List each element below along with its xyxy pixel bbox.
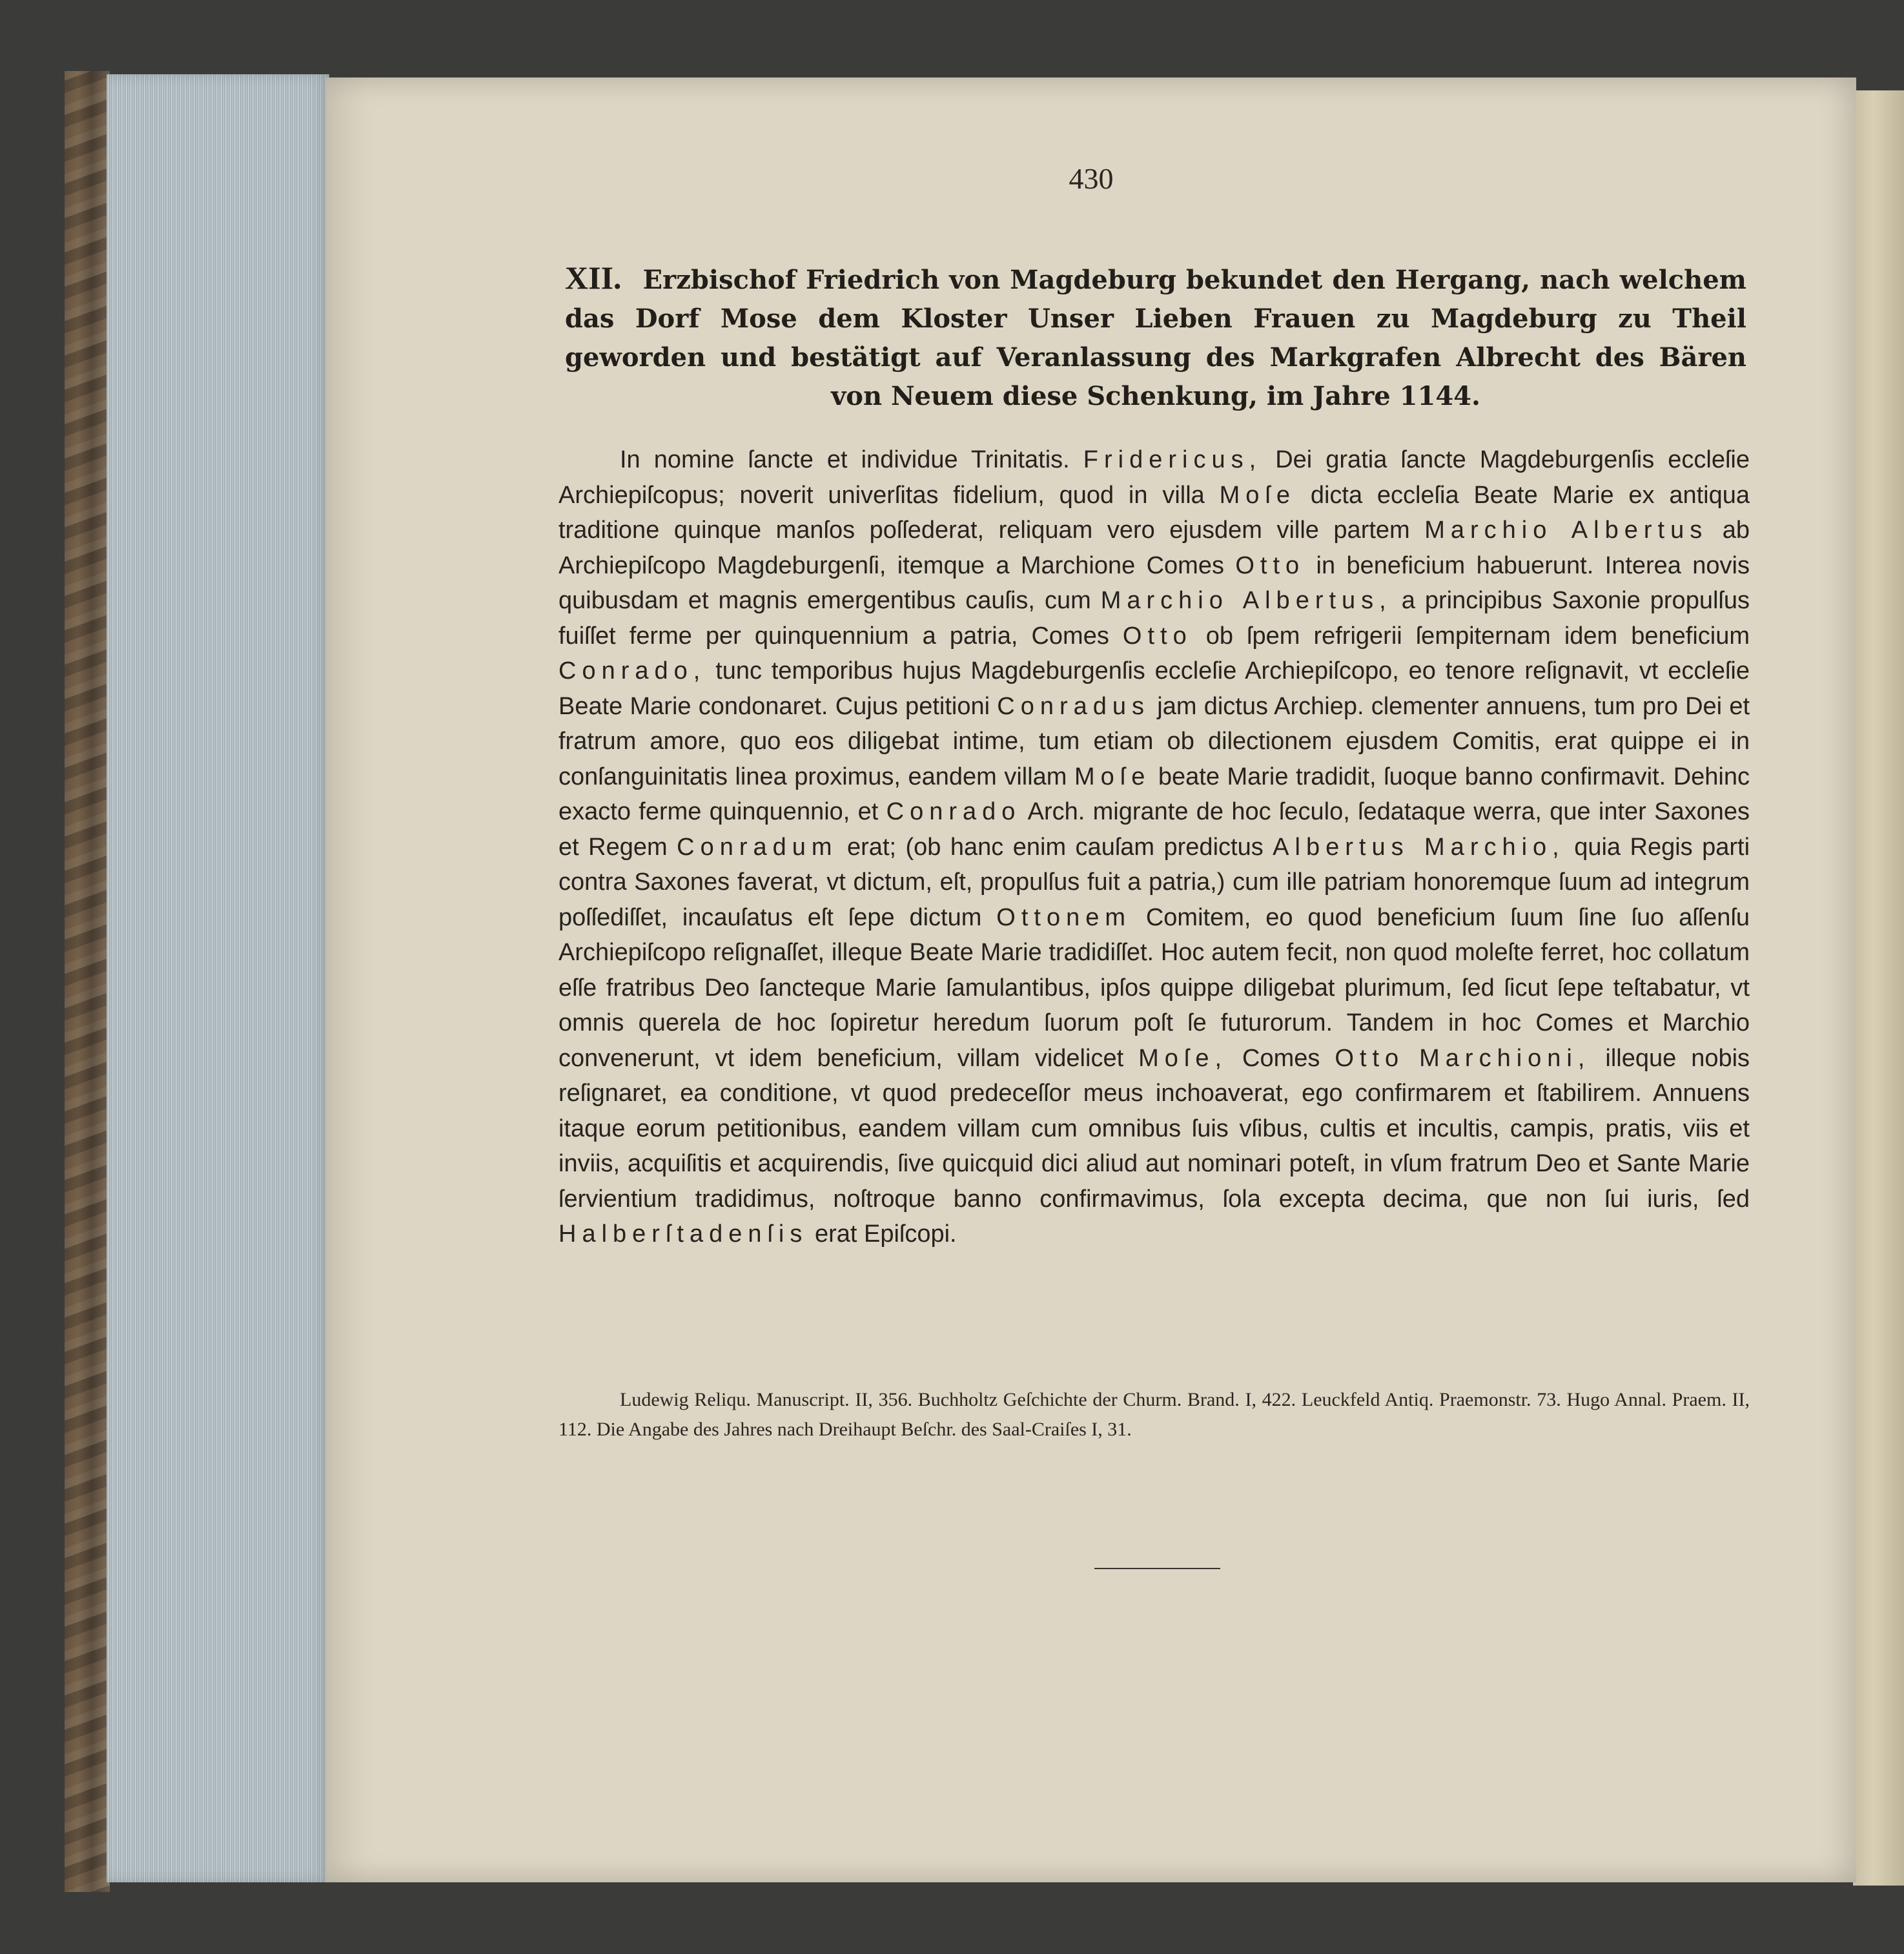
body-text-segment: quia Regis parti contra Saxones faverat, vt dictum, eſt, propulſus fuit a patria,) cum ille patriam honoremque ſuum ad integrum poſſediſſet, incauſatus eſt ſepe dictum (558, 833, 1750, 931)
name-halberstadensis: Halberſtadenſis (558, 1220, 808, 1248)
heading-text: Erzbischof Friedrich von Magdeburg bekundet den Hergang, nach welchem das Dorf Mose dem Kloster Unser Lieben Frauen zu Magdeburg zu Theil geworden und bestätigt auf Veranlassung des Markgrafen Albrecht des Bären von Neuem diese Schenkung, im Jahre 1144. (565, 265, 1746, 411)
name-otto: Otto (1335, 1044, 1405, 1072)
body-text-segment: Arch. migrante de hoc ſeculo, ſedataque werra, que inter Saxones et Regem (558, 798, 1750, 861)
body-text-segment: dicta eccleſia Beate Marie ex antiqua traditione quinque manſos poſſederat, reliquam vero ejusdem ville partem (558, 481, 1750, 544)
charter-heading (565, 258, 1746, 416)
body-text-segment: in beneficium habuerunt. Interea novis quibusdam et magnis emergentibus cauſis, cum (558, 551, 1750, 614)
name-otto: Otto (1122, 622, 1193, 650)
name-ottonem: Ottonem (996, 903, 1131, 931)
body-text-segment: ob ſpem refrigerii ſempiternam idem beneficium (1205, 622, 1750, 650)
book-page (326, 77, 1856, 1882)
source-footnote: Ludewig Reliqu. Manuscript. II, 356. Buchholtz Geſchichte der Churm. Brand. I, 422. Leuckfeld Antiq. Praemonstr. 73. Hugo Annal. Praem. II, 112. Die Angabe des Jahres nach Dreihaupt Beſchr. des Saal-Craiſes I, 31. (558, 1389, 1750, 1440)
page-number: 430 (1069, 162, 1114, 195)
body-text-segment: Comes (1242, 1044, 1320, 1072)
section-divider (1094, 1568, 1220, 1569)
name-conrado: Conrado, (558, 657, 706, 684)
book-cover-edge (65, 71, 110, 1892)
name-marchioni: Marchioni, (1419, 1044, 1591, 1072)
heading-roman-numeral: XII. (565, 260, 622, 296)
body-text-segment: ab Archiepiſcopo Magdeburgenſi, itemque a Marchione Comes (558, 517, 1750, 579)
name-conrado: Conrado (886, 798, 1021, 825)
body-text-segment: beate Marie tradidit, ſuoque banno confirmavit. Dehinc exacto ferme quinquennio, et (558, 763, 1750, 825)
name-mose: Moſe (1219, 481, 1296, 509)
body-text-segment: In nomine ſancte et individue Trinitatis. (620, 446, 1070, 473)
name-mose: Moſe, (1138, 1044, 1228, 1072)
name-mose: Moſe (1074, 763, 1151, 790)
charter-paragraph (558, 442, 1750, 1252)
name-otto: Otto (1235, 551, 1305, 579)
body-text-segment: a principibus Saxonie propulſus fuiſſet ferme per quinquennium a patria, Comes (558, 587, 1750, 650)
name-albertus-marchio: Albertus Marchio, (1273, 833, 1565, 861)
body-text-segment: erat; (ob hanc enim cauſam predictus (847, 833, 1264, 861)
charter-body (558, 442, 1750, 1252)
body-text-segment: Comitem, eo quod beneficium ſuum ſine ſuo aſſenſu Archiepiſcopo reſignaſſet, illeque Beate Marie tradidiſſet. Hoc autem fecit, non quod moleſte ferret, hoc collatum eſſe fratribus Deo ſancteque Marie ſamulantibus, ipſos quippe diligebat plurimum, ſed ſicut ſepe teſtabatur, vt omnis querela de hoc ſopiretur heredum ſuorum poſt ſe futurorum. Tandem in hoc Comes et Marchio convenerunt, vt idem beneficium, villam videlicet (558, 903, 1750, 1072)
body-text-segment: tunc temporibus hujus Magdeburgenſis eccleſie Archiepiſcopo, eo tenore reſignavit, vt eccleſie Beate Marie condonaret. Cujus petitioni (558, 657, 1750, 720)
name-marchio-albertus: Marchio Albertus, (1100, 587, 1392, 614)
body-text-segment: jam dictus Archiep. clementer annuens, tum pro Dei et fratrum amore, quo eos diligebat intime, tum etiam ob dilectionem ejusdem Comitis, erat quippe ei in conſanguinitatis linea proximus, eandem villam (558, 692, 1750, 790)
name-conradum: Conradum (677, 833, 838, 861)
page-block-edges (107, 74, 329, 1882)
name-conradus: Conradus (997, 692, 1151, 720)
body-text-segment: erat Epiſcopi. (814, 1220, 957, 1248)
name-fridericus: Fridericus, (1083, 446, 1262, 473)
body-text-segment: Dei gratia ſancte Magdeburgenſis eccleſie Archiepiſcopus; noverit univerſitas fidelium, quod in villa (558, 446, 1750, 509)
name-marchio-albertus: Marchio Albertus (1424, 517, 1708, 544)
body-text-segment: illeque nobis reſignaret, ea conditione, vt quod predeceſſor meus inchoaverat, ego confirmarem et ſtabilirem. Annuens itaque eorum petitionibus, eandem villam cum omnibus ſuis vſibus, cultis et incultis, campis, pratis, viis et inviis, acquiſitis et acquirendis, ſive quicquid dici aliud aut nominari poteſt, in vſum fratrum Deo et Sante Marie ſervientium tradidimus, noſtroque banno confirmavimus, ſola excepta decima, que non ſui iuris, ſed (558, 1044, 1750, 1213)
next-page-edge (1853, 90, 1904, 1886)
